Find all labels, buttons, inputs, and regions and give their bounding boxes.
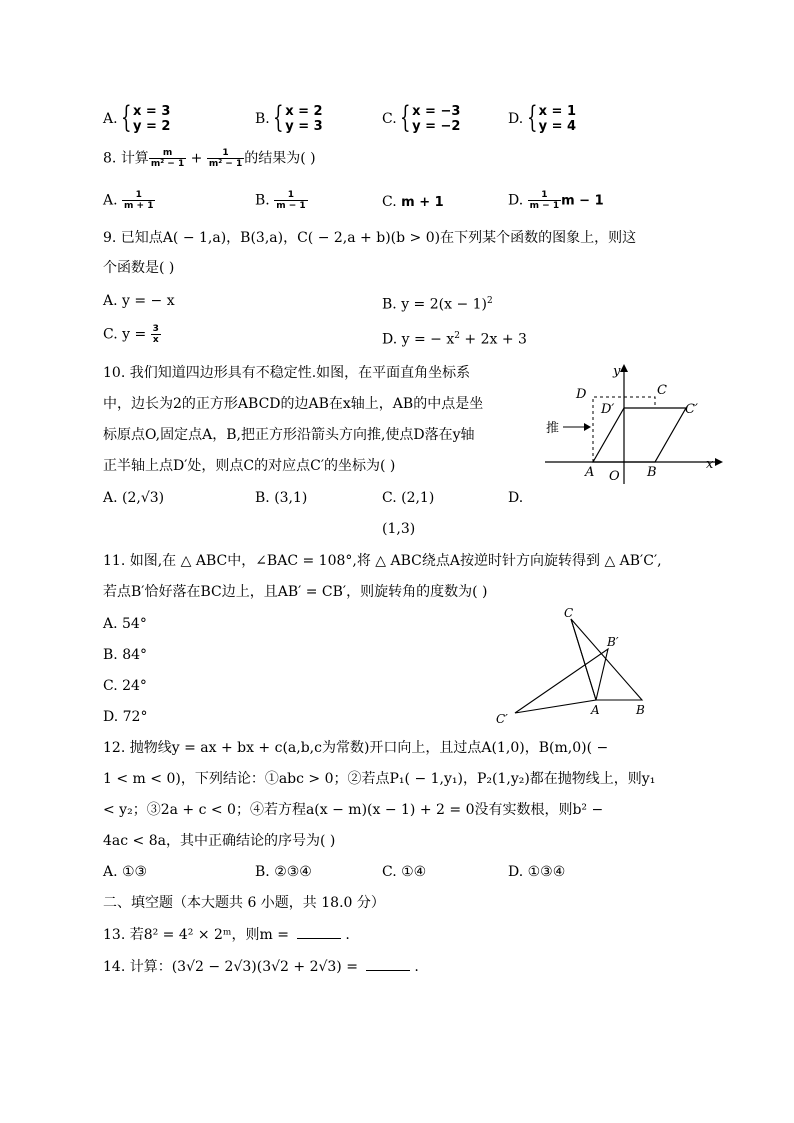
numerator: m <box>149 148 186 159</box>
q9-option-c <box>103 324 161 345</box>
numerator: 1 <box>122 190 155 201</box>
fraction <box>528 190 561 211</box>
label-a: A <box>585 465 595 480</box>
fraction <box>122 190 155 211</box>
question-text: 的结果为( ) <box>244 150 316 167</box>
x-axis-arrow <box>715 458 723 466</box>
q8-option-b <box>255 190 308 211</box>
q11-option-c: C. 24° <box>103 678 147 694</box>
q12-option-b: B. ②③④ <box>255 864 312 880</box>
denominator: m + 1 <box>124 201 154 211</box>
question-text: 计算 <box>120 150 149 167</box>
q7-option-c <box>382 104 460 134</box>
denominator: m − 1 <box>276 201 306 211</box>
q12-stem-line4: 4ac < 8a，其中正确结论的序号为( ) <box>103 833 336 849</box>
question-text: 14. 计算：(3√2 − 2√3)(3√2 + 2√3) = <box>103 959 363 975</box>
question-text: 13. 若8² = 4² × 2ᵐ，则m = <box>103 927 294 943</box>
eq-line: y = 3 <box>285 119 323 134</box>
eq-line: y = 4 <box>538 119 577 134</box>
q8-option-d <box>508 190 604 211</box>
fraction <box>274 190 307 211</box>
q10-option-d-value: (1,3) <box>382 521 416 537</box>
q7-option-b <box>255 104 323 134</box>
label-b: B <box>647 465 657 480</box>
option-text: D. y = − x <box>382 331 455 348</box>
q9-option-a: A. y = − x <box>103 293 175 309</box>
exponent: 2 <box>487 296 493 306</box>
y-axis-arrow <box>620 364 628 372</box>
eq-line: { x = 1 <box>538 104 577 119</box>
label-c-prime: C′ <box>685 402 698 417</box>
q11-option-a: A. 54° <box>103 616 147 632</box>
q9-stem-line2: 个函数是( ) <box>103 260 175 276</box>
denominator: x <box>152 335 159 345</box>
option-value: m − 1 <box>561 193 604 209</box>
q10-option-c: C. (2,1) <box>382 490 435 506</box>
option-letter: A. <box>103 111 118 127</box>
label-d: D <box>576 387 587 402</box>
numerator: 1 <box>528 190 561 201</box>
q9-stem-line1: 9. 已知点A( − 1,a)，B(3,a)，C( − 2,a + b)(b > 0)在下列某个函数的图象上，则这 <box>103 230 637 246</box>
option-letter: C. <box>382 194 397 210</box>
numerator: 1 <box>274 190 307 201</box>
eq-line: y = −2 <box>412 119 461 134</box>
question-number: 8. <box>103 150 117 167</box>
label-push: 推 <box>546 421 560 436</box>
q12-stem-line3: < y₂；③2a + c < 0；④若方程a(x − m)(x − 1) + 2 = 0没有实数根，则b² − <box>103 802 604 818</box>
q10-stem-line2: 中，边长为2的正方形ABCD的边AB在x轴上，AB的中点是坐 <box>103 396 484 412</box>
q11-figure <box>490 603 660 728</box>
q8-stem <box>103 148 316 169</box>
label-c-prime: C′ <box>496 712 508 726</box>
label-y: y <box>613 364 621 379</box>
q9-option-d <box>382 328 527 348</box>
q12-stem-line1: 12. 抛物线y = ax + bx + c(a,b,c为常数)开口向上，且过点A(1,0)，B(m,0)( − <box>103 740 609 756</box>
denominator: m² − 1 <box>150 159 185 169</box>
fraction <box>207 148 244 169</box>
q12-option-c: C. ①④ <box>382 864 427 880</box>
q8-option-a <box>103 190 155 211</box>
eq-line: { x = −3 <box>412 104 461 119</box>
denominator: m − 1 <box>529 201 560 211</box>
option-letter: B. <box>255 111 270 127</box>
option-text: B. y = 2(x − 1) <box>382 296 487 313</box>
label-b-prime: B′ <box>607 635 619 649</box>
q7-option-a <box>103 104 170 134</box>
q10-option-d: D. <box>508 490 524 506</box>
q8-option-c <box>382 194 444 211</box>
label-d-prime: D′ <box>601 402 615 417</box>
q11-option-b: B. 84° <box>103 647 148 663</box>
label-c: C <box>564 606 574 620</box>
numerator: 3 <box>152 324 159 334</box>
q7-option-d <box>508 104 576 134</box>
section-heading: 二、填空题（本大题共 6 小题，共 18.0 分） <box>103 895 385 911</box>
label-o: O <box>609 469 620 484</box>
option-letter: C. <box>382 111 397 127</box>
label-c: C <box>657 383 667 398</box>
answer-blank[interactable] <box>297 926 341 939</box>
q11-option-d: D. 72° <box>103 709 148 725</box>
option-letter: B. <box>255 192 270 209</box>
period: . <box>345 927 350 943</box>
option-letter: D. <box>508 111 524 127</box>
fraction <box>149 148 186 169</box>
fraction <box>151 324 161 345</box>
q9-option-b <box>382 293 493 313</box>
plus-sign: + <box>190 150 203 167</box>
q10-stem-line1: 10. 我们知道四边形具有不稳定性.如图，在平面直角坐标系 <box>103 365 471 381</box>
eq-line: { x = 2 <box>285 104 323 119</box>
q10-option-b: B. (3,1) <box>255 490 308 506</box>
option-text: + 2x + 3 <box>459 331 527 348</box>
label-b: B <box>636 703 645 717</box>
q10-option-a: A. (2,√3) <box>103 490 165 506</box>
label-x: x <box>706 457 714 472</box>
q10-figure <box>540 360 725 485</box>
q10-stem-line3: 标原点O,固定点A，B,把正方形沿箭头方向推,使点D落在y轴 <box>103 427 475 443</box>
option-value: m + 1 <box>401 195 444 210</box>
q12-stem-line2: 1 < m < 0)，下列结论：①abc > 0；②若点P₁( − 1,y₁)，P₂(1,y₂)都在抛物线上，则y₁ <box>103 771 656 787</box>
q14 <box>103 958 419 975</box>
q10-stem-line4: 正半轴上点D′处，则点C的对应点C′的坐标为( ) <box>103 458 396 474</box>
numerator: 1 <box>207 148 244 159</box>
label-a: A <box>591 703 600 717</box>
option-letter: A. <box>103 192 118 209</box>
q12-option-d: D. ①③④ <box>508 864 566 880</box>
q13 <box>103 926 350 943</box>
q11-stem-line2: 若点B′恰好落在BC边上，且AB′ = CB′，则旋转角的度数为( ) <box>103 584 488 600</box>
period: . <box>414 959 419 975</box>
eq-line: y = 2 <box>133 119 171 134</box>
answer-blank[interactable] <box>366 958 410 971</box>
denominator: m² − 1 <box>208 159 243 169</box>
option-letter: D. <box>508 192 524 209</box>
option-text: C. y = <box>103 326 151 343</box>
q11-stem-line1: 11. 如图,在 △ ABC中，∠BAC = 108°,将 △ ABC绕点A按逆时针方向旋转得到 △ AB′C′, <box>103 553 662 569</box>
exponent: 2 <box>454 331 460 341</box>
eq-line: { x = 3 <box>133 104 171 119</box>
triangle-abc <box>571 619 642 700</box>
q12-option-a: A. ①③ <box>103 864 148 880</box>
push-arrow-head <box>584 423 591 431</box>
